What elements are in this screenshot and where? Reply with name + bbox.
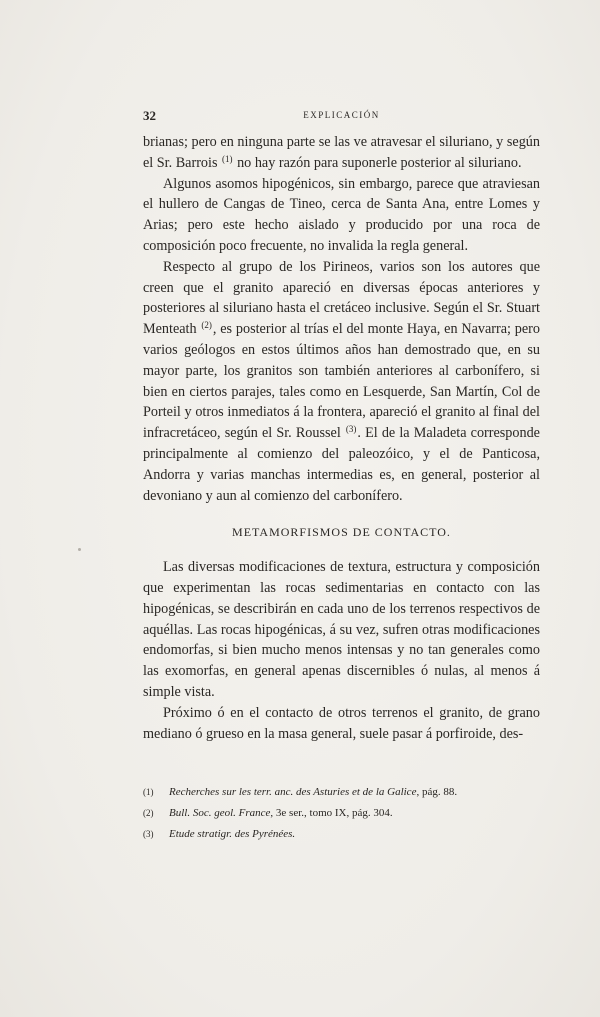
paragraph [143,703,540,745]
footnote [143,803,540,824]
footnote-reference: (3) [345,424,357,435]
footnote [143,824,540,845]
footnotes [143,782,540,845]
paragraph-text: brianas; pero en ninguna parte se las ve atravesar el siluriano, y según el Sr. Barrois [143,134,540,171]
footnote-text [169,782,457,803]
footnote-citation-title: Recherches sur les terr. anc. des Asturies et de la Galice [169,786,417,798]
ink-spot [78,548,81,551]
paragraph [143,174,540,257]
paragraph-text: . El de la Maladeta corresponde principalmente al comienzo del paleozóico, y el de Panticosa, Andorra y varias manchas intermedias es, en general, posterior al devoniano y aun al comienzo del carbonífero. [143,425,540,504]
paragraph [143,557,540,703]
footnote-mark: (1) [143,787,154,797]
paragraph-text: Respecto al grupo de los Pirineos, varios son los autores que creen que el granito apareció en diversas épocas anteriores y posteriores al siluriano hasta el cretáceo inclusive. Según el Sr. Stuart Menteath [143,258,540,338]
body-text [143,132,540,744]
footnote-citation-title: Bull. Soc. geol. France [169,807,271,819]
paragraph-text: Próximo ó en el contacto de otros terrenos el granito, de grano mediano ó grueso en la masa general, suele pasar á porfiroide, des- [143,704,540,742]
footnote-citation-detail: , 3e ser., tomo IX, pág. 304. [270,807,393,819]
page-number: 32 [143,108,156,123]
paragraph [143,132,540,174]
paragraph-text: Algunos asomos hipogénicos, sin embargo, parece que atraviesan el hullero de Cangas de Tineo, cerca de Santa Ana, entre Lomes y Arias; pero este hecho aislado y producido por una roca de composición poco frecuente, no invalida la regla general. [143,175,540,254]
paragraph-text: Las diversas modificaciones de textura, estructura y composición que experimentan las rocas sedimentarias en contacto con las hipogénicas, se describirán en cada uno de los terrenos respectivos de aquéllas. Las rocas hipogénicas, á su vez, sufren otras modificaciones endomorfas, si bien mucho menos intensas y no tan generales como las exomorfas, en general apenas discernibles ó nulas, al menos á simple vista. [143,559,540,700]
footnote-mark: (3) [143,829,154,839]
paragraphs-after-section [143,557,540,744]
paragraphs-before-section [143,132,540,506]
section-title: METAMORFISMOS DE CONTACTO. [232,525,451,540]
footnote-reference: (2) [201,320,212,331]
page-header [143,108,540,126]
paragraph-text: no hay razón para suponerle posterior al siluriano. [233,154,522,171]
footnote [143,782,540,803]
running-head: EXPLICACIÓN [303,110,380,120]
footnote-citation-title: Etude stratigr. des Pyrénées. [169,828,296,840]
footnote-text [169,824,295,845]
paragraph [143,257,540,507]
paragraph-text: , es posterior al trías el del monte Haya, en Navarra; pero varios geólogos en estos últimos años han demostrado que, en su mayor parte, los granitos son también anteriores al carbonífero, si bien en ciertos parajes, tales como en Lesquerde, San Martín, Col de Porteil y otros inmediatos á la frontera, apareció el granito al final del infracretáceo, según el Sr. Roussel [143,321,540,442]
footnote-text [169,803,393,824]
footnote-mark: (2) [143,808,154,818]
footnote-reference: (1) [222,153,233,164]
footnote-citation-detail: , pág. 88. [416,786,458,798]
